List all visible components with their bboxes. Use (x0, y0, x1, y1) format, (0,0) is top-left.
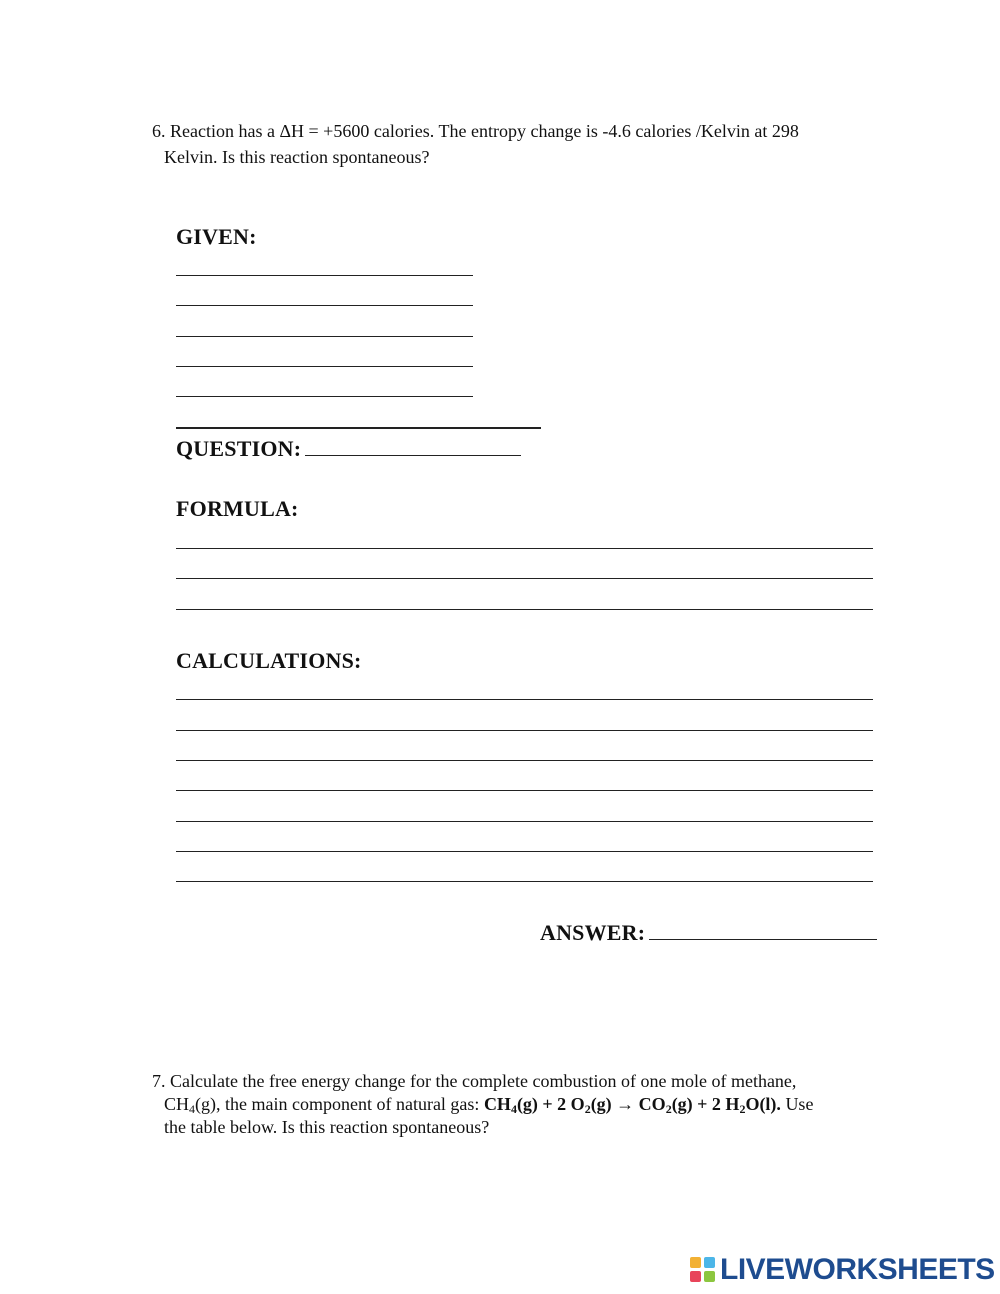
calculations-answer-line[interactable] (176, 881, 873, 882)
question-6 (152, 118, 882, 170)
formula-answer-line[interactable] (176, 578, 873, 579)
question-7-line-1: 7. Calculate the free energy change for the complete combustion of one mole of methane, (152, 1071, 797, 1091)
question-6-line-1: 6. Reaction has a ΔH = +5600 calories. The entropy change is -4.6 calories /Kelvin at 298 (152, 121, 799, 141)
calculations-answer-line[interactable] (176, 790, 873, 791)
question-7 (152, 1070, 882, 1139)
given-answer-line[interactable] (176, 336, 473, 337)
combustion-equation: $CH_4(g) + 2$ $O_2(g) \to CO_2(g) + 2$ $H_2O(l)$. (483, 1094, 781, 1116)
calculations-answer-line[interactable] (176, 821, 873, 822)
calculations-answer-line[interactable] (176, 851, 873, 852)
given-answer-line[interactable] (176, 305, 473, 306)
given-divider-line[interactable] (176, 427, 541, 429)
question-7-line-3: the table below. Is this reaction spontaneous? (164, 1117, 490, 1137)
given-answer-line[interactable] (176, 275, 473, 276)
formula-answer-line[interactable] (176, 548, 873, 549)
question-6-line-2: Kelvin. Is this reaction spontaneous? (164, 147, 430, 167)
calculations-answer-line[interactable] (176, 760, 873, 761)
calculations-answer-line[interactable] (176, 699, 873, 700)
given-answer-line[interactable] (176, 366, 473, 367)
question-answer-line[interactable] (305, 439, 521, 456)
question-label: QUESTION: (176, 436, 302, 461)
question-label-row (176, 436, 521, 462)
answer-input-line[interactable] (649, 923, 877, 940)
formula-answer-line[interactable] (176, 609, 873, 610)
logo-text: LIVEWORKSHEETS (720, 1253, 995, 1286)
given-answer-line[interactable] (176, 396, 473, 397)
answer-label-row (540, 920, 877, 946)
question-7-line-2: $CH_4(g)$, the main component of natural gas: $CH_4(g) + 2$ $O_2(g) \to CO_2(g) + 2$ $H_2O(l)$. Use (164, 1094, 814, 1116)
given-label: GIVEN: (176, 224, 257, 249)
logo-icon (690, 1257, 716, 1283)
answer-label: ANSWER: (540, 920, 646, 945)
formula-label: FORMULA: (176, 496, 299, 521)
liveworksheets-logo (690, 1254, 995, 1286)
calculations-answer-line[interactable] (176, 730, 873, 731)
calculations-label: CALCULATIONS: (176, 648, 362, 673)
